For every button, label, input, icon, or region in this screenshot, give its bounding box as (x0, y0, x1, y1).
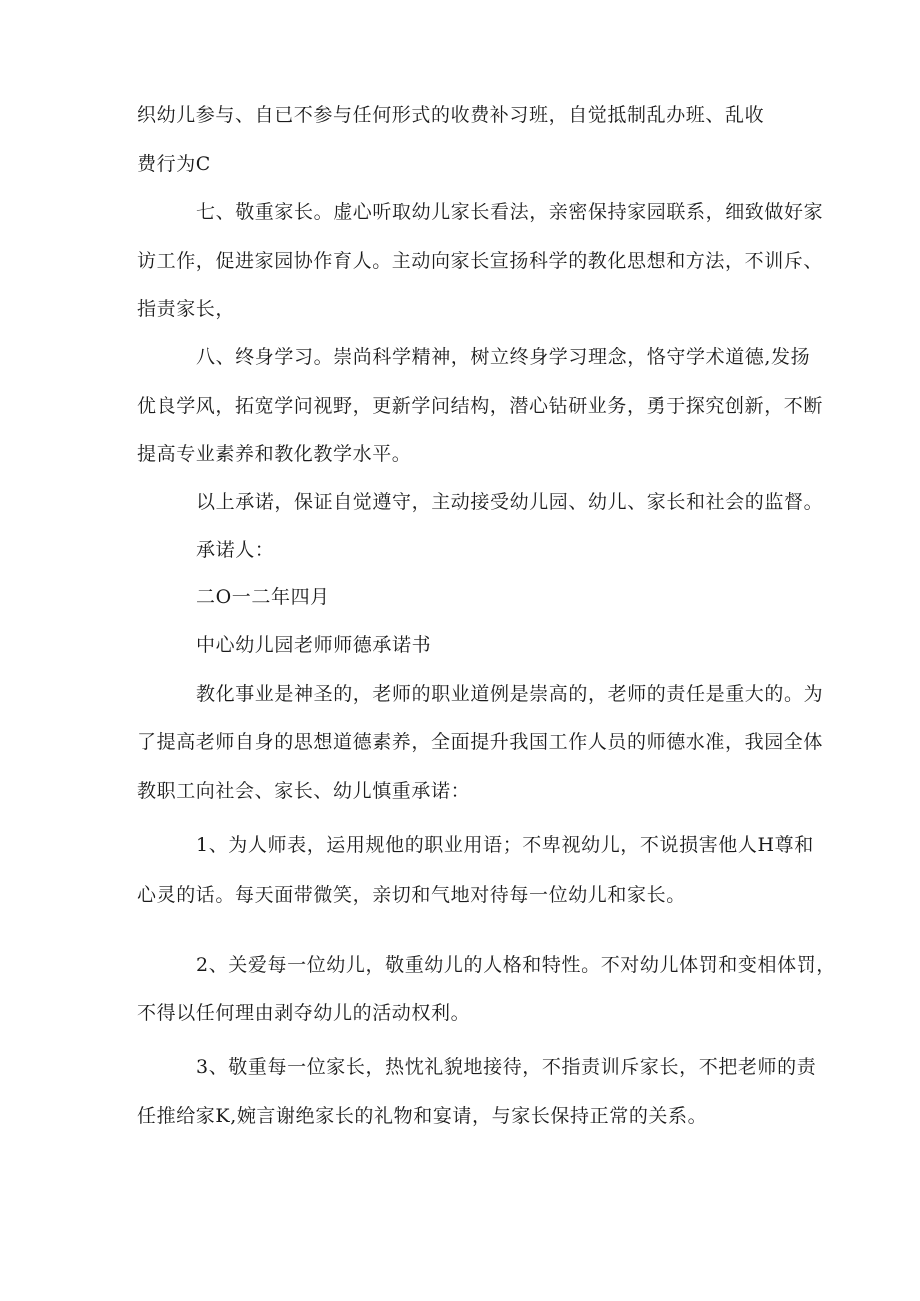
text-line-8: 提高专业素养和教化教学水平。 (137, 443, 412, 465)
section-eight-heading-line: 八、终身学习。崇尚科学精神，树立终身学习理念，恪守学术道德,发扬 (196, 346, 811, 368)
intro-line-3: 教职工向社会、家长、幼儿慎重承诺： (137, 780, 471, 802)
document-date: 二O一二年四月 (196, 586, 330, 608)
pledge-item-1-line-2: 心灵的话。每天面带微笑，亲切和气地对待每一位幼儿和家长。 (137, 884, 686, 906)
pledge-item-3-line-1: 3、敬重每一位家长，热忱礼貌地接待，不指责训斥家长，不把老师的责 (196, 1056, 817, 1078)
pledge-item-3-line-2: 任推给家K,婉言谢绝家长的礼物和宴请，与家长保持正常的关系。 (137, 1105, 708, 1127)
section-seven-heading-line: 七、敬重家长。虚心听取幼儿家长看法，亲密保持家园联系，细致做好家 (196, 201, 824, 223)
commitment-statement: 以上承诺，保证自觉遵守，主动接受幼儿园、幼儿、家长和社会的监督。 (196, 491, 824, 513)
intro-line-1: 教化事业是神圣的，老师的职业道例是崇高的，老师的责任是重大的。为 (196, 683, 824, 705)
text-line-5: 指责家长， (137, 298, 236, 320)
text-line-7: 优良学风，拓宽学问视野，更新学问结构，潜心钻研业务，勇于探究创新，不断 (137, 395, 824, 417)
section-title: 中心幼儿园老师师德承诺书 (196, 634, 432, 656)
pledge-item-2-line-2: 不得以任何理由剥夺幼儿的活动权利。 (137, 1002, 471, 1024)
pledge-item-1-line-1: 1、为人师表，运用规他的职业用语；不卑视幼儿，不说损害他人H尊和 (196, 834, 814, 856)
signatory-label: 承诺人： (196, 539, 275, 561)
pledge-item-2-line-1: 2、关爱每一位幼儿，敬重幼儿的人格和特性。不对幼儿体罚和变相体罚， (196, 954, 836, 976)
text-line-1: 织幼儿参与、自已不参与任何形式的收费补习班，自觉抵制乱办班、乱收 (137, 104, 765, 126)
intro-line-2: 了提高老师自身的思想道德素养，全面提升我国工作人员的师德水准，我园全体 (137, 731, 824, 753)
text-line-4: 访工作，促进家园协作育人。主动向家长宣扬科学的教化思想和方法，不训斥、 (137, 250, 824, 272)
text-line-2: 费行为C (137, 153, 211, 175)
